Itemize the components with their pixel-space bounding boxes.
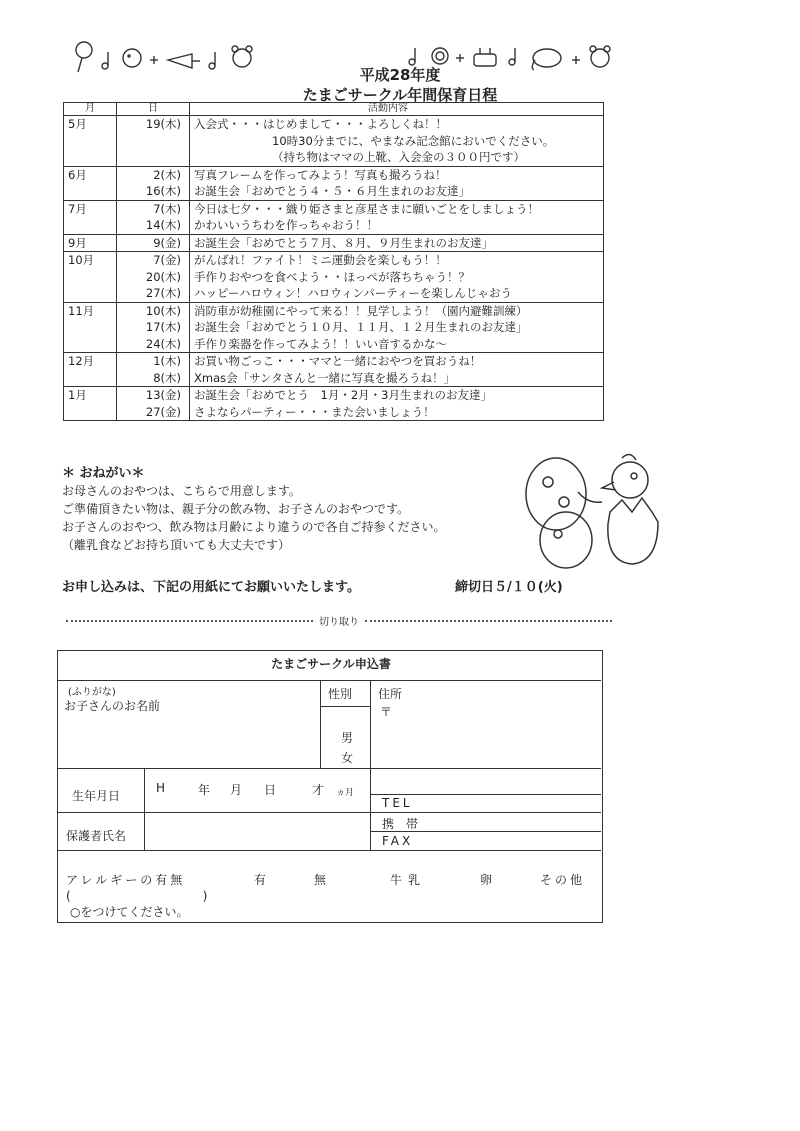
day-value: 16(木): [145, 184, 181, 198]
form-divider: [58, 680, 601, 681]
day-cell: [117, 116, 190, 167]
easter-egg-chick-illustration: [518, 452, 670, 572]
activity-text: 消防車が幼稚園にやって来る！！見学しよう！（園内避難訓練）: [194, 303, 528, 318]
schedule-row: [64, 116, 604, 167]
activity-text: 手作りおやつを食べよう・・ほっぺが落ちちゃう！？: [194, 269, 470, 284]
day-value: [121, 133, 181, 150]
plus-icon: [150, 56, 158, 64]
request-line: ご準備頂きたい物は、親子分の飲み物、お子さんのおやつです。: [62, 502, 410, 516]
activity-cell: [190, 166, 604, 200]
month-header: 月: [64, 103, 117, 116]
age-months-unit: ヵ月: [336, 788, 355, 798]
music-note-icon: [509, 48, 515, 65]
form-divider: [58, 812, 601, 813]
activity-text: ハッピーハロウィン！ハロウィンパーティーを楽しんじゃおう: [194, 286, 512, 300]
cut-label: 切り取り: [319, 617, 359, 628]
day-value: 10(木): [145, 303, 181, 318]
form-divider: [320, 680, 321, 768]
allergy-note: ○をつけてください。: [70, 905, 189, 919]
day-value: 19(木): [145, 117, 181, 131]
allergy-other-option[interactable]: その他: [540, 873, 586, 887]
form-divider: [144, 768, 145, 850]
activity-text: さよならパーティー・・・また会いましょう！: [194, 404, 435, 419]
birth-year-unit: 年: [198, 783, 211, 797]
music-note-icon: [409, 48, 415, 65]
schedule-row: [64, 166, 604, 200]
age-years-unit: 才: [312, 783, 325, 797]
gender-female-option[interactable]: 女: [341, 751, 354, 765]
activity-cell: [190, 387, 604, 421]
day-value: 20(木): [145, 269, 181, 284]
dotted-line: [66, 620, 313, 622]
day-value: 2(木): [153, 167, 181, 182]
allergy-milk-option[interactable]: 牛乳: [390, 873, 427, 887]
form-title: たまごサークル申込書: [271, 657, 391, 671]
activity-header: 活動内容: [190, 103, 604, 116]
day-value: 9(金): [153, 235, 181, 250]
birth-month-unit: 月: [230, 783, 243, 797]
day-cell: [117, 234, 190, 252]
day-value: [121, 149, 181, 166]
tel-label: TEL: [382, 796, 413, 810]
request-line: お子さんのおやつ、飲み物は月齢により違うので各自ご持参ください。: [62, 520, 446, 534]
deadline-text: 締切日５/１０(火): [455, 580, 563, 595]
schedule-row: [64, 234, 604, 252]
form-divider: [370, 794, 601, 795]
activity-cell: [190, 353, 604, 387]
mobile-label: 携 帯: [382, 817, 419, 831]
activity-cell: [190, 116, 604, 167]
guardian-name-field[interactable]: [150, 815, 364, 845]
gender-male-option[interactable]: 男: [341, 731, 354, 745]
request-title: ＊ おねがい＊: [62, 466, 145, 481]
address-label: 住所: [378, 687, 403, 701]
allergy-no-option[interactable]: 無: [314, 873, 327, 887]
activity-text: お誕生会「おめでとう１０月、１１月、１２月生まれのお友達」: [194, 320, 528, 334]
fax-label: FAX: [382, 834, 414, 848]
schedule-row: [64, 353, 604, 387]
day-value: 7(金): [153, 253, 181, 267]
allergy-egg-option[interactable]: 卵: [480, 873, 493, 887]
day-cell: [117, 302, 190, 353]
dotted-line: [365, 620, 612, 622]
activity-cell: [190, 234, 604, 252]
activity-cell: [190, 200, 604, 234]
request-line: （離乳食などお持ち頂いても大丈夫です）: [62, 538, 291, 552]
address-field[interactable]: [398, 703, 594, 789]
activity-text: 手作り楽器を作ってみよう！！いい音するかな～: [194, 336, 447, 351]
day-value: 1(木): [153, 354, 181, 368]
activity-cell: [190, 252, 604, 303]
plus-icon: [456, 54, 464, 62]
child-name-label: お子さんのお名前: [64, 699, 161, 713]
furigana-label: (ふりがな): [68, 687, 116, 698]
allergy-yes-option[interactable]: 有: [254, 873, 267, 887]
schedule-row: [64, 302, 604, 353]
month-cell: 1月: [64, 387, 117, 421]
plus-icon: [572, 56, 580, 64]
activity-text: 入会式・・・はじめまして・・・よろしくね！！: [194, 117, 447, 131]
activity-text: お誕生会「おめでとう４・５・６月生まれのお友達」: [194, 184, 470, 198]
schedule-row: [64, 252, 604, 303]
day-value: 13(金): [145, 388, 181, 402]
month-cell: 12月: [64, 353, 117, 387]
activity-text: 10時30分までに、やまなみ記念館においでください。: [272, 133, 555, 148]
child-name-field[interactable]: [64, 711, 314, 763]
day-cell: [117, 200, 190, 234]
allergy-label: アレルギーの有無: [66, 873, 186, 887]
page-title: たまごサークル年間保育日程: [302, 86, 498, 104]
day-value: 8(木): [153, 370, 181, 385]
month-cell: 10月: [64, 252, 117, 303]
day-header: 日: [117, 103, 190, 116]
allergy-other-field[interactable]: ( ): [66, 889, 208, 903]
birth-era: H: [156, 781, 166, 795]
activity-text: お誕生会「おめでとう７月、８月、９月生まれのお友達」: [194, 235, 493, 250]
gender-label: 性別: [328, 687, 353, 701]
day-cell: [117, 252, 190, 303]
activity-cell: [190, 302, 604, 353]
day-value: 27(木): [145, 286, 181, 300]
application-message: お申し込みは、下記の用紙にてお願いいたします。: [62, 580, 360, 595]
activity-text: かわいいうちわを作っちゃおう！！: [194, 218, 378, 232]
activity-text: 今日は七夕・・・織り姫さまと彦星さまに願いごとをしましょう！: [194, 201, 539, 216]
guardian-name-label: 保護者氏名: [66, 829, 127, 843]
day-value: 24(木): [145, 336, 181, 351]
month-cell: 5月: [64, 116, 117, 167]
month-cell: 7月: [64, 200, 117, 234]
month-cell: 9月: [64, 234, 117, 252]
cut-line: [66, 613, 612, 628]
day-cell: [117, 166, 190, 200]
month-cell: 6月: [64, 166, 117, 200]
application-form: [57, 650, 603, 923]
schedule-header-row: [64, 103, 604, 116]
postal-mark: 〒: [380, 705, 393, 719]
activity-text: がんばれ！ファイト！ミニ運動会を楽しもう！！: [194, 253, 447, 267]
day-cell: [117, 353, 190, 387]
day-value: 17(木): [145, 320, 181, 334]
day-value: 27(金): [145, 404, 181, 419]
baby-bottle-icon: [432, 48, 448, 64]
day-value: 14(木): [145, 218, 181, 232]
activity-text: Xmas会「サンタさんと一緒に写真を撮ろうね！」: [194, 370, 456, 385]
day-value: 7(木): [153, 201, 181, 216]
activity-text: 写真フレームを作ってみよう！写真も撮ろうね！: [194, 167, 447, 182]
form-divider: [320, 706, 370, 707]
form-divider: [370, 680, 371, 850]
request-line: お母さんのおやつは、こちらで用意します。: [62, 484, 301, 498]
activity-text: お買い物ごっこ・・・ママと一緒におやつを買おうね！: [194, 354, 482, 368]
activity-text: お誕生会「おめでとう 1月・2月・3月生まれのお友達」: [194, 388, 492, 402]
birth-day-unit: 日: [264, 783, 277, 797]
activity-text: （持ち物はママの上靴、入会金の３００円です）: [272, 150, 525, 164]
schedule-row: [64, 200, 604, 234]
schedule-table: [63, 102, 604, 421]
page-year-title: 平成28年度: [359, 66, 441, 84]
form-divider: [58, 850, 601, 851]
month-cell: 11月: [64, 302, 117, 353]
schedule-row: [64, 387, 604, 421]
birth-date-label: 生年月日: [72, 789, 121, 803]
day-cell: [117, 387, 190, 421]
